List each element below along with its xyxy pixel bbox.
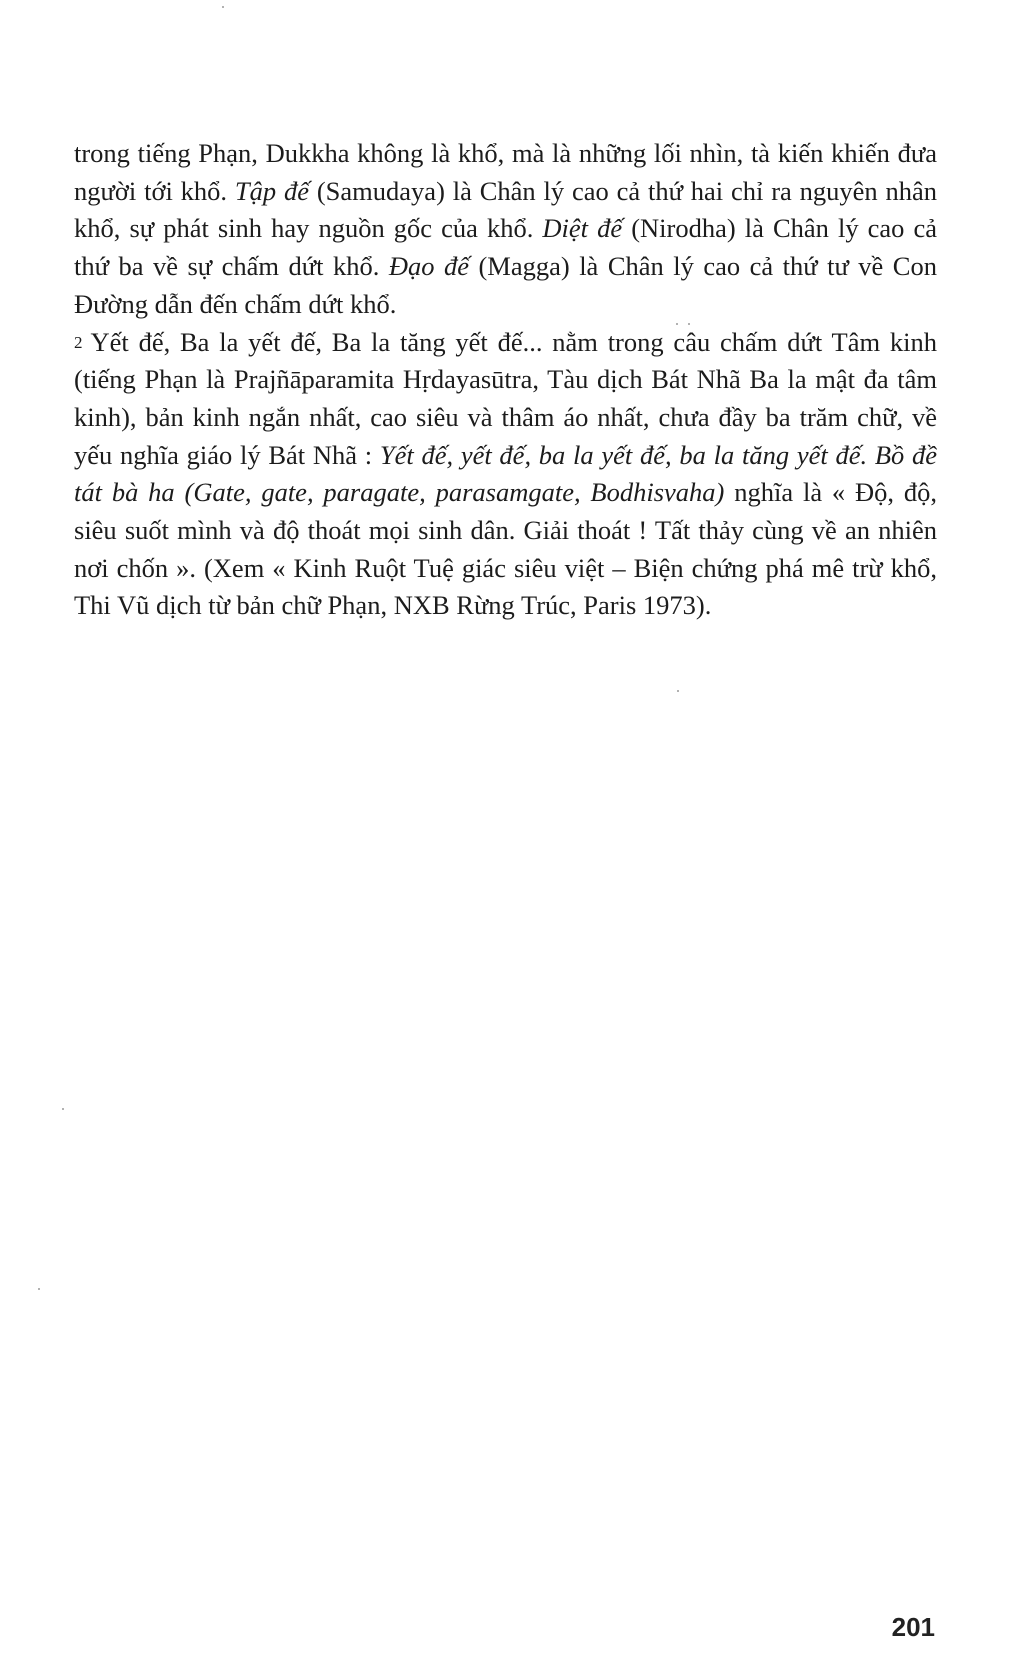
paragraph-text: trong tiếng Phạn, Dukkha không là khổ, mà là những lối nhìn, tà kiến khiến đưa người tới khổ. bbox=[74, 138, 937, 206]
scan-speck bbox=[688, 323, 690, 325]
paragraph-text: (Magga) là Chân lý cao cả thứ tư về Con Đường dẫn đến chấm dứt khổ. bbox=[74, 251, 937, 319]
page-body bbox=[74, 135, 937, 625]
term-diet-de: Diệt đế bbox=[542, 213, 623, 244]
paragraph-four-noble-truths bbox=[74, 135, 937, 324]
footnote-2 bbox=[74, 324, 937, 626]
scan-speck bbox=[676, 323, 678, 325]
page-number: 201 bbox=[891, 1612, 935, 1642]
mantra-text: Yết đế, yết đế, ba la yết đế, ba la tăng yết đế. Bồ đề tát bà ha (Gate, gate, paragate, parasamgate, Bodhisvaha) bbox=[74, 439, 938, 508]
footnote-text: Yết đế, Ba la yết đế, Ba la tăng yết đế... nằm trong câu chấm dứt Tâm kinh (tiếng Phạn là Prajñāparamita Hṛdayasūtra, Tàu dịch Bát Nhã Ba la mật đa tâm kinh), bản kinh ngắn nhất, cao siêu và thâm áo nhất, chưa đầy ba trăm chữ, về yếu nghĩa giáo lý Bát Nhã : bbox=[74, 326, 937, 470]
scan-speck bbox=[62, 1108, 64, 1110]
footnote-marker: 2 bbox=[74, 332, 83, 352]
scan-speck bbox=[222, 6, 224, 8]
scan-speck bbox=[38, 1288, 40, 1290]
term-dao-de: Đạo đế bbox=[388, 251, 469, 282]
footnote-text: nghĩa là « Độ, độ, siêu suốt mình và độ thoát mọi sinh dân. Giải thoát ! Tất thảy cùng về an nhiên nơi chốn ». (Xem « Kinh Ruột Tuệ giác siêu việt – Biện chứng phá mê trừ khổ, Thi Vũ dịch từ bản chữ Phạn, NXB Rừng Trúc, Paris 1973). bbox=[74, 477, 938, 621]
paragraph-text: (Samudaya) là Chân lý cao cả thứ hai chỉ ra nguyên nhân khổ, sự phát sinh hay nguồn gốc của khổ. bbox=[74, 175, 938, 244]
paragraph-text: (Nirodha) là Chân lý cao cả thứ ba về sự chấm dứt khổ. bbox=[74, 213, 937, 282]
scan-speck bbox=[677, 690, 679, 692]
term-tap-de: Tập đế bbox=[234, 175, 310, 206]
